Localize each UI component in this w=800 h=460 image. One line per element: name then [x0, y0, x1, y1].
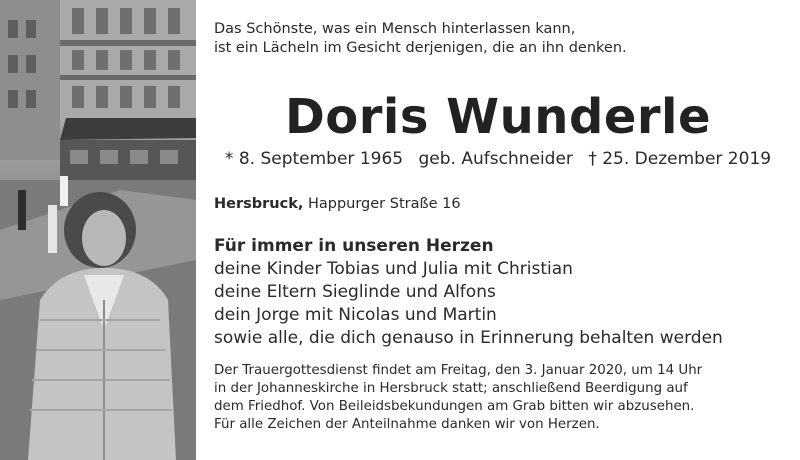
- address: [214, 195, 461, 213]
- service-notice: [214, 362, 702, 434]
- mourner-line: deine Eltern Sieglinde und Alfons: [214, 282, 496, 302]
- deceased-name: Doris Wunderle: [284, 89, 712, 145]
- address-street: Happurger Straße 16: [307, 196, 461, 212]
- service-line: Für alle Zeichen der Anteilnahme danken wir von Herzen.: [214, 417, 600, 432]
- mourner-line: deine Kinder Tobias und Julia mit Christian: [214, 259, 573, 279]
- mourners-heading: Für immer in unseren Herzen: [214, 236, 494, 256]
- service-line: dem Friedhof. Von Beileidsbekundungen am Grab bitten wir abzusehen.: [214, 399, 695, 414]
- memorial-quote: [214, 20, 627, 58]
- address-town: Hersbruck,: [214, 196, 304, 212]
- birth-date: * 8. September 1965: [224, 149, 404, 169]
- life-dates: [214, 148, 782, 170]
- service-line: Der Trauergottesdienst findet am Freitag, den 3. Januar 2020, um 14 Uhr: [214, 363, 703, 378]
- mourner-line: sowie alle, die dich genauso in Erinnerung behalten werden: [214, 328, 723, 348]
- mourners-list: [214, 235, 723, 350]
- mourner-line: dein Jorge mit Nicolas und Martin: [214, 305, 497, 325]
- memorial-photo: [0, 0, 196, 460]
- service-line: in der Johanneskirche in Hersbruck statt; anschließend Beerdigung auf: [214, 381, 688, 396]
- death-date: † 25. Dezember 2019: [588, 149, 772, 169]
- quote-line: ist ein Lächeln im Gesicht derjenigen, die an ihn denken.: [214, 40, 627, 56]
- maiden-name: geb. Aufschneider: [418, 149, 573, 169]
- quote-line: Das Schönste, was ein Mensch hinterlassen kann,: [214, 21, 576, 37]
